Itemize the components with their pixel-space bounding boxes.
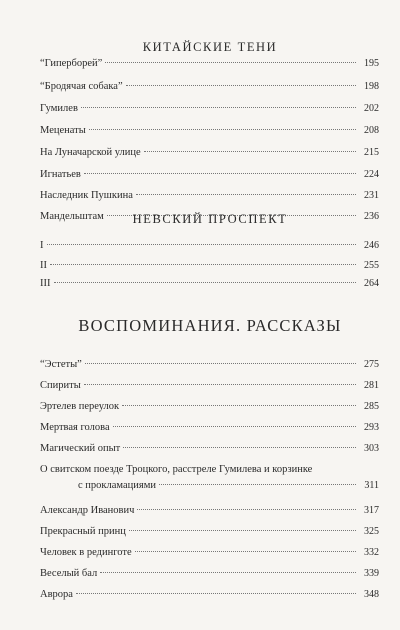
entry-page: 348: [364, 589, 379, 600]
toc-entry: [40, 238, 379, 254]
entry-page: 293: [364, 422, 379, 433]
entry-title: Прекрасный принц: [40, 526, 126, 537]
entry-page: 317: [364, 505, 379, 516]
entry-title: Меценаты: [40, 125, 86, 136]
entry-title: Эртелев переулок: [40, 401, 120, 412]
entry-page: 303: [364, 443, 379, 454]
entry-title: “Эстеты”: [40, 359, 82, 370]
dot-leader: [76, 593, 356, 594]
dot-leader: [54, 282, 357, 283]
entry-title: Мандельштам: [40, 211, 104, 222]
entry-title: Наследник Пушкина: [40, 190, 133, 201]
entry-title: Гумилев: [40, 103, 78, 114]
entry-title: Игнатьев: [40, 169, 81, 180]
dot-leader: [129, 530, 356, 531]
toc-entry: [40, 167, 379, 183]
toc-entry: [40, 258, 379, 274]
dot-leader: [123, 447, 356, 448]
entry-title: I: [40, 240, 44, 251]
dot-leader: [159, 484, 356, 485]
section-title: КИТАЙСКИЕ ТЕНИ: [142, 40, 278, 54]
entry-page: 224: [364, 169, 379, 180]
dot-leader: [100, 572, 356, 573]
toc-entry: [40, 566, 379, 582]
dot-leader: [89, 129, 356, 130]
entry-title: “Гиперборей”: [40, 58, 103, 69]
dot-leader: [136, 194, 356, 195]
dot-leader: [122, 405, 356, 406]
entry-title: Аврора: [40, 589, 73, 600]
entry-title: III: [40, 278, 51, 289]
dot-leader: [144, 151, 356, 152]
entry-page: 246: [364, 240, 379, 251]
entry-page: 195: [364, 58, 379, 69]
dot-leader: [113, 426, 356, 427]
toc-entry: [40, 378, 379, 394]
toc-entry: [40, 420, 379, 436]
entry-title: О свитском поезде Троцкого, расстреле Гумилева и корзинке: [40, 464, 313, 475]
toc-entry: [40, 145, 379, 161]
section-title: ВОСПОМИНАНИЯ. РАССКАЗЫ: [78, 316, 342, 335]
entry-page: 339: [364, 568, 379, 579]
toc-entry: [40, 188, 379, 204]
entry-page: 215: [364, 147, 379, 158]
toc-entry: [40, 399, 379, 415]
entry-page: 311: [364, 480, 379, 491]
entry-title: Александр Иванович: [40, 505, 135, 516]
toc-entry: [40, 123, 379, 139]
dot-leader: [137, 509, 356, 510]
entry-page: 198: [364, 81, 379, 92]
entry-page: 231: [364, 190, 379, 201]
dot-leader: [126, 85, 356, 86]
entry-page: 275: [364, 359, 379, 370]
section-title: НЕВСКИЙ ПРОСПЕКТ: [132, 212, 288, 226]
dot-leader: [47, 244, 357, 245]
toc-entry: [40, 101, 379, 117]
entry-title: Магический опыт: [40, 443, 121, 454]
dot-leader: [84, 173, 356, 174]
entry-page: 325: [364, 526, 379, 537]
toc-entry: [40, 587, 379, 603]
entry-page: 285: [364, 401, 379, 412]
entry-title: Мертвая голова: [40, 422, 110, 433]
entry-title: На Луначарской улице: [40, 147, 141, 158]
toc-entry: [40, 503, 379, 519]
toc-entry: [40, 441, 379, 457]
entry-title: “Бродячая собака”: [40, 81, 123, 92]
toc-entry: [40, 545, 379, 561]
dot-leader: [84, 384, 356, 385]
entry-title-continuation: с прокламациями: [78, 480, 156, 491]
entry-page: 281: [364, 380, 379, 391]
toc-entry: [40, 462, 379, 496]
dot-leader: [105, 62, 356, 63]
dot-leader: [135, 551, 356, 552]
toc-entry: [40, 524, 379, 540]
entry-page: 332: [364, 547, 379, 558]
dot-leader: [85, 363, 356, 364]
entry-title: Веселый бал: [40, 568, 98, 579]
toc-entry: [40, 276, 379, 292]
toc-entry: [40, 79, 379, 95]
dot-leader: [50, 264, 356, 265]
toc-entry: [40, 56, 379, 72]
dot-leader: [81, 107, 356, 108]
entry-page: 264: [364, 278, 379, 289]
toc-entry: [40, 357, 379, 373]
entry-title: Человек в рединготе: [40, 547, 132, 558]
entry-page: 236: [364, 211, 379, 222]
entry-title: Спириты: [40, 380, 81, 391]
entry-page: 202: [364, 103, 379, 114]
entry-page: 208: [364, 125, 379, 136]
entry-page: 255: [364, 260, 379, 271]
entry-title: II: [40, 260, 47, 271]
